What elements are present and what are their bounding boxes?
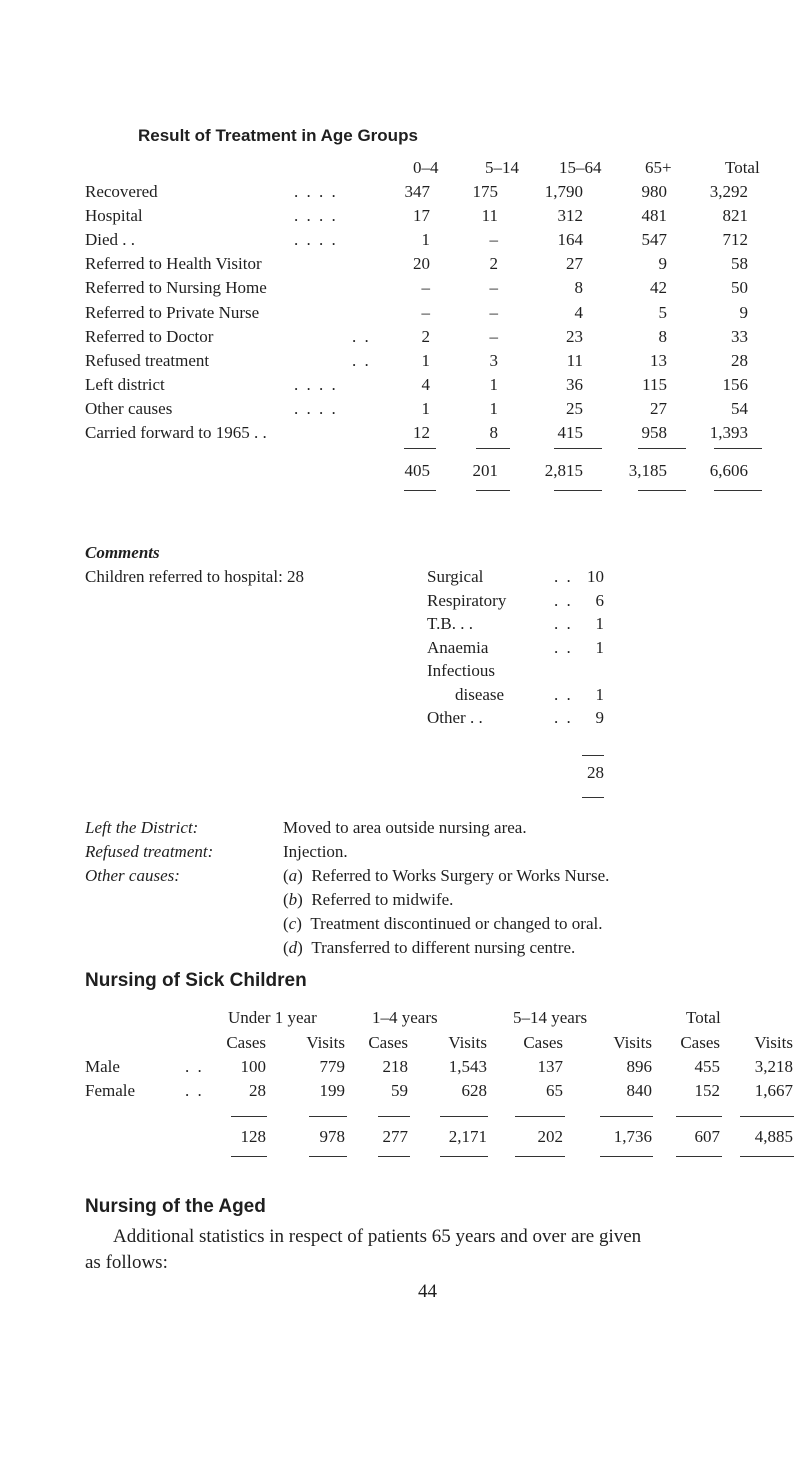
children-total-rule — [231, 1116, 267, 1117]
comments-item-value: 6 — [595, 590, 604, 610]
treatment-row-dots: . . . . — [294, 374, 338, 394]
children-total-rule — [515, 1116, 565, 1117]
note-left-district-text: Moved to area outside nursing area. — [283, 818, 527, 837]
treatment-cell: 1 — [421, 350, 430, 370]
children-cell: 628 — [461, 1081, 487, 1100]
treatment-cell: 42 — [650, 278, 667, 298]
children-cell: 59 — [391, 1081, 408, 1100]
treatment-row-dots: . . . . — [294, 230, 338, 250]
children-total-cell: 277 — [382, 1127, 408, 1146]
children-subheader: Cases — [680, 1033, 720, 1052]
treatment-cell: 58 — [731, 254, 748, 274]
children-total-rule — [600, 1156, 653, 1157]
note-other-text: Transferred to different nursing centre. — [311, 938, 576, 957]
treatment-row-label: Hospital — [85, 206, 143, 226]
treatment-cell: 1 — [489, 374, 498, 394]
treatment-cell: 3 — [489, 350, 498, 370]
treatment-total-cell: 405 — [404, 461, 430, 480]
treatment-cell: 481 — [641, 206, 667, 226]
treatment-cell: 25 — [566, 398, 583, 418]
comments-item-dots: . . — [554, 614, 573, 633]
treatment-cell: 33 — [731, 326, 748, 346]
header-15-64: 15–64 — [559, 158, 602, 177]
treatment-cell: 156 — [722, 374, 748, 394]
children-total-rule — [515, 1156, 565, 1157]
treatment-total-cell: 2,815 — [544, 461, 583, 480]
children-total-rule — [378, 1156, 410, 1157]
comments-item-value: 1 — [595, 637, 604, 657]
treatment-total-cell: 201 — [472, 461, 498, 480]
comments-item-value: 9 — [595, 708, 604, 727]
treatment-row-dots: . . . . — [294, 206, 338, 226]
children-total-rule — [600, 1116, 653, 1117]
comments-total: 28 — [587, 763, 604, 782]
children-cell: 3,218 — [754, 1057, 793, 1076]
children-total-rule — [378, 1116, 410, 1117]
children-subheader: Cases — [226, 1033, 266, 1052]
children-cell: 218 — [382, 1057, 408, 1076]
comments-item-dots: . . — [554, 637, 573, 657]
children-group-header: 5–14 years — [513, 1008, 588, 1027]
note-other-letter: a — [288, 866, 298, 885]
children-total-rule — [740, 1156, 794, 1157]
children-total-rule — [740, 1116, 794, 1117]
comments-item-value: 1 — [595, 614, 604, 633]
treatment-total-rule — [714, 490, 762, 491]
treatment-table-title: Result of Treatment in Age Groups — [138, 126, 418, 145]
treatment-cell: 9 — [658, 254, 667, 274]
treatment-row-label: Other causes — [85, 398, 173, 418]
treatment-total-rule — [476, 448, 510, 449]
comments-item-label: disease — [455, 684, 505, 704]
children-total-rule — [440, 1156, 488, 1157]
children-cell: 199 — [319, 1081, 345, 1100]
children-total-rule — [309, 1156, 347, 1157]
treatment-cell: 2 — [489, 254, 498, 274]
note-other-item: (c) Treatment discontinued or changed to oral. — [283, 914, 603, 933]
treatment-row-dots: . . — [352, 350, 371, 370]
children-subheader: Visits — [613, 1033, 652, 1052]
treatment-cell: – — [489, 326, 498, 346]
treatment-cell: 1 — [489, 398, 498, 418]
treatment-cell: 312 — [557, 206, 583, 226]
children-cell: 152 — [694, 1081, 720, 1100]
treatment-row-label: Referred to Nursing Home — [85, 278, 267, 298]
treatment-cell: 347 — [404, 182, 430, 201]
treatment-row-label: Died . . — [85, 230, 136, 250]
comments-item-label: Anaemia — [427, 637, 489, 657]
children-subheader: Visits — [754, 1033, 793, 1052]
note-other-item: (a) Referred to Works Surgery or Works Nurse. — [283, 866, 610, 885]
treatment-cell: – — [489, 302, 498, 322]
treatment-cell: 27 — [650, 398, 667, 418]
children-cell: 28 — [249, 1081, 266, 1100]
treatment-row-dots: . . — [352, 326, 371, 346]
treatment-row-label: Left district — [85, 374, 165, 394]
treatment-cell: 8 — [489, 423, 498, 442]
note-other-label: Other causes: — [85, 866, 180, 885]
aged-heading: Nursing of the Aged — [85, 1196, 266, 1217]
note-refused-text: Injection. — [283, 842, 348, 861]
comments-item-dots: . . — [554, 684, 573, 704]
treatment-row-label: Referred to Doctor — [85, 326, 214, 346]
treatment-cell: 3,292 — [709, 182, 748, 201]
children-cell: 779 — [319, 1057, 345, 1076]
comments-item-label: Infectious — [427, 661, 495, 680]
comments-item-label: Surgical — [427, 567, 484, 586]
treatment-row-dots: . . . . — [294, 182, 338, 201]
header-0-4: 0–4 — [413, 158, 439, 177]
children-row-label: Female — [85, 1081, 136, 1100]
treatment-cell: 11 — [481, 206, 498, 226]
children-subheader: Visits — [448, 1033, 487, 1052]
treatment-cell: 36 — [566, 374, 583, 394]
children-cell: 65 — [546, 1081, 563, 1100]
treatment-total-rule — [714, 448, 762, 449]
children-total-cell: 202 — [537, 1127, 563, 1146]
children-cell: 1,667 — [754, 1081, 793, 1100]
children-group-header: 1–4 years — [372, 1008, 438, 1027]
treatment-cell: 5 — [658, 302, 667, 322]
treatment-cell: 1 — [421, 398, 430, 418]
comments-item-label: Respiratory — [427, 590, 507, 610]
treatment-row-label: Carried forward to 1965 . . — [85, 423, 267, 442]
note-other-text: Treatment discontinued or changed to oral. — [310, 914, 603, 933]
treatment-cell: 1,790 — [544, 182, 583, 201]
treatment-row-dots: . . . . — [294, 398, 338, 418]
aged-text-line2: as follows: — [85, 1252, 168, 1273]
children-total-rule — [676, 1116, 722, 1117]
treatment-cell: 415 — [557, 423, 583, 442]
comments-item-dots: . . — [554, 590, 573, 610]
treatment-row-label: Referred to Health Visitor — [85, 254, 262, 274]
treatment-cell: 712 — [722, 230, 748, 250]
treatment-cell: 115 — [642, 374, 667, 394]
children-total-cell: 128 — [240, 1127, 266, 1146]
children-row-label: Male — [85, 1057, 120, 1076]
note-left-district-label: Left the District: — [85, 818, 199, 837]
children-group-header: Total — [686, 1008, 721, 1027]
children-group-header: Under 1 year — [228, 1008, 317, 1027]
note-other-text: Referred to midwife. — [311, 890, 454, 909]
comments-item-label: Other . . — [427, 708, 483, 727]
children-cell: 455 — [694, 1057, 720, 1076]
comments-item-label: T.B. . . — [427, 614, 473, 633]
treatment-total-rule — [404, 448, 436, 449]
treatment-cell: 11 — [566, 350, 583, 370]
note-other-item: (d) Transferred to different nursing centre. — [283, 938, 576, 957]
note-other-item: (b) Referred to midwife. — [283, 890, 454, 909]
treatment-cell: 164 — [557, 230, 583, 250]
treatment-cell: 4 — [574, 302, 583, 322]
children-row-dots: . . — [185, 1081, 204, 1100]
note-refused-label: Refused treatment: — [85, 842, 214, 861]
note-other-letter: c — [288, 914, 297, 933]
treatment-cell: 4 — [421, 374, 430, 394]
children-total-cell: 1,736 — [613, 1127, 652, 1146]
children-cell: 1,543 — [448, 1057, 487, 1076]
children-total-cell: 4,885 — [754, 1127, 793, 1146]
treatment-cell: 50 — [731, 278, 748, 298]
children-total-rule — [309, 1116, 347, 1117]
comments-item-value: 1 — [595, 684, 604, 704]
children-subheader: Cases — [368, 1033, 408, 1052]
treatment-cell: – — [489, 230, 498, 250]
comments-heading: Comments — [85, 543, 160, 562]
children-cell: 840 — [626, 1081, 652, 1100]
treatment-cell: 12 — [413, 423, 430, 442]
treatment-total-rule — [554, 448, 602, 449]
treatment-cell: 9 — [739, 302, 748, 322]
treatment-row-label: Refused treatment — [85, 350, 210, 370]
treatment-row-label: Recovered — [85, 182, 158, 201]
comments-item-dots: . . — [554, 708, 573, 727]
treatment-total-rule — [404, 490, 436, 491]
treatment-cell: 17 — [413, 206, 430, 226]
header-total: Total — [725, 158, 760, 177]
children-cell: 100 — [240, 1057, 266, 1076]
treatment-cell: 8 — [574, 278, 583, 298]
treatment-total-rule — [638, 448, 686, 449]
treatment-total-rule — [638, 490, 686, 491]
treatment-cell: 980 — [641, 182, 667, 201]
comments-item-value: 10 — [587, 567, 604, 586]
treatment-cell: – — [421, 278, 430, 298]
treatment-cell: – — [421, 302, 430, 322]
children-cell: 137 — [537, 1057, 563, 1076]
treatment-cell: 175 — [472, 182, 498, 201]
treatment-cell: 1,393 — [709, 423, 748, 442]
children-total-cell: 607 — [694, 1127, 720, 1146]
comments-item-dots: . . — [554, 567, 573, 586]
treatment-cell: 27 — [566, 254, 583, 274]
children-subheader: Visits — [306, 1033, 345, 1052]
children-total-cell: 2,171 — [448, 1127, 487, 1146]
treatment-cell: 28 — [731, 350, 748, 370]
page-number: 44 — [418, 1281, 437, 1302]
treatment-cell: 23 — [566, 326, 583, 346]
treatment-cell: 8 — [658, 326, 667, 346]
children-total-cell: 978 — [319, 1127, 345, 1146]
treatment-cell: 821 — [722, 206, 748, 226]
treatment-total-cell: 3,185 — [628, 461, 667, 480]
children-subheader: Cases — [523, 1033, 563, 1052]
header-65-plus: 65+ — [645, 158, 672, 177]
treatment-cell: 958 — [641, 423, 667, 442]
treatment-cell: 547 — [641, 230, 667, 250]
note-other-letter: b — [288, 890, 298, 909]
aged-text-line1: Additional statistics in respect of patients 65 years and over are given — [113, 1226, 642, 1247]
treatment-total-cell: 6,606 — [709, 461, 748, 480]
treatment-cell: 13 — [650, 350, 667, 370]
treatment-cell: 1 — [421, 230, 430, 250]
note-other-text: Referred to Works Surgery or Works Nurse. — [311, 866, 610, 885]
comments-intro: Children referred to hospital: 28 — [85, 567, 305, 586]
treatment-row-label: Referred to Private Nurse — [85, 302, 260, 322]
note-other-letter: d — [288, 938, 298, 957]
children-cell: 896 — [626, 1057, 652, 1076]
children-total-rule — [676, 1156, 722, 1157]
children-heading: Nursing of Sick Children — [85, 970, 307, 991]
treatment-cell: 20 — [413, 254, 430, 274]
header-5-14: 5–14 — [485, 158, 519, 177]
treatment-total-rule — [554, 490, 602, 491]
treatment-cell: – — [489, 278, 498, 298]
treatment-cell: 54 — [731, 398, 748, 418]
treatment-cell: 2 — [421, 326, 430, 346]
children-total-rule — [231, 1156, 267, 1157]
treatment-total-rule — [476, 490, 510, 491]
children-row-dots: . . — [185, 1057, 204, 1076]
children-total-rule — [440, 1116, 488, 1117]
